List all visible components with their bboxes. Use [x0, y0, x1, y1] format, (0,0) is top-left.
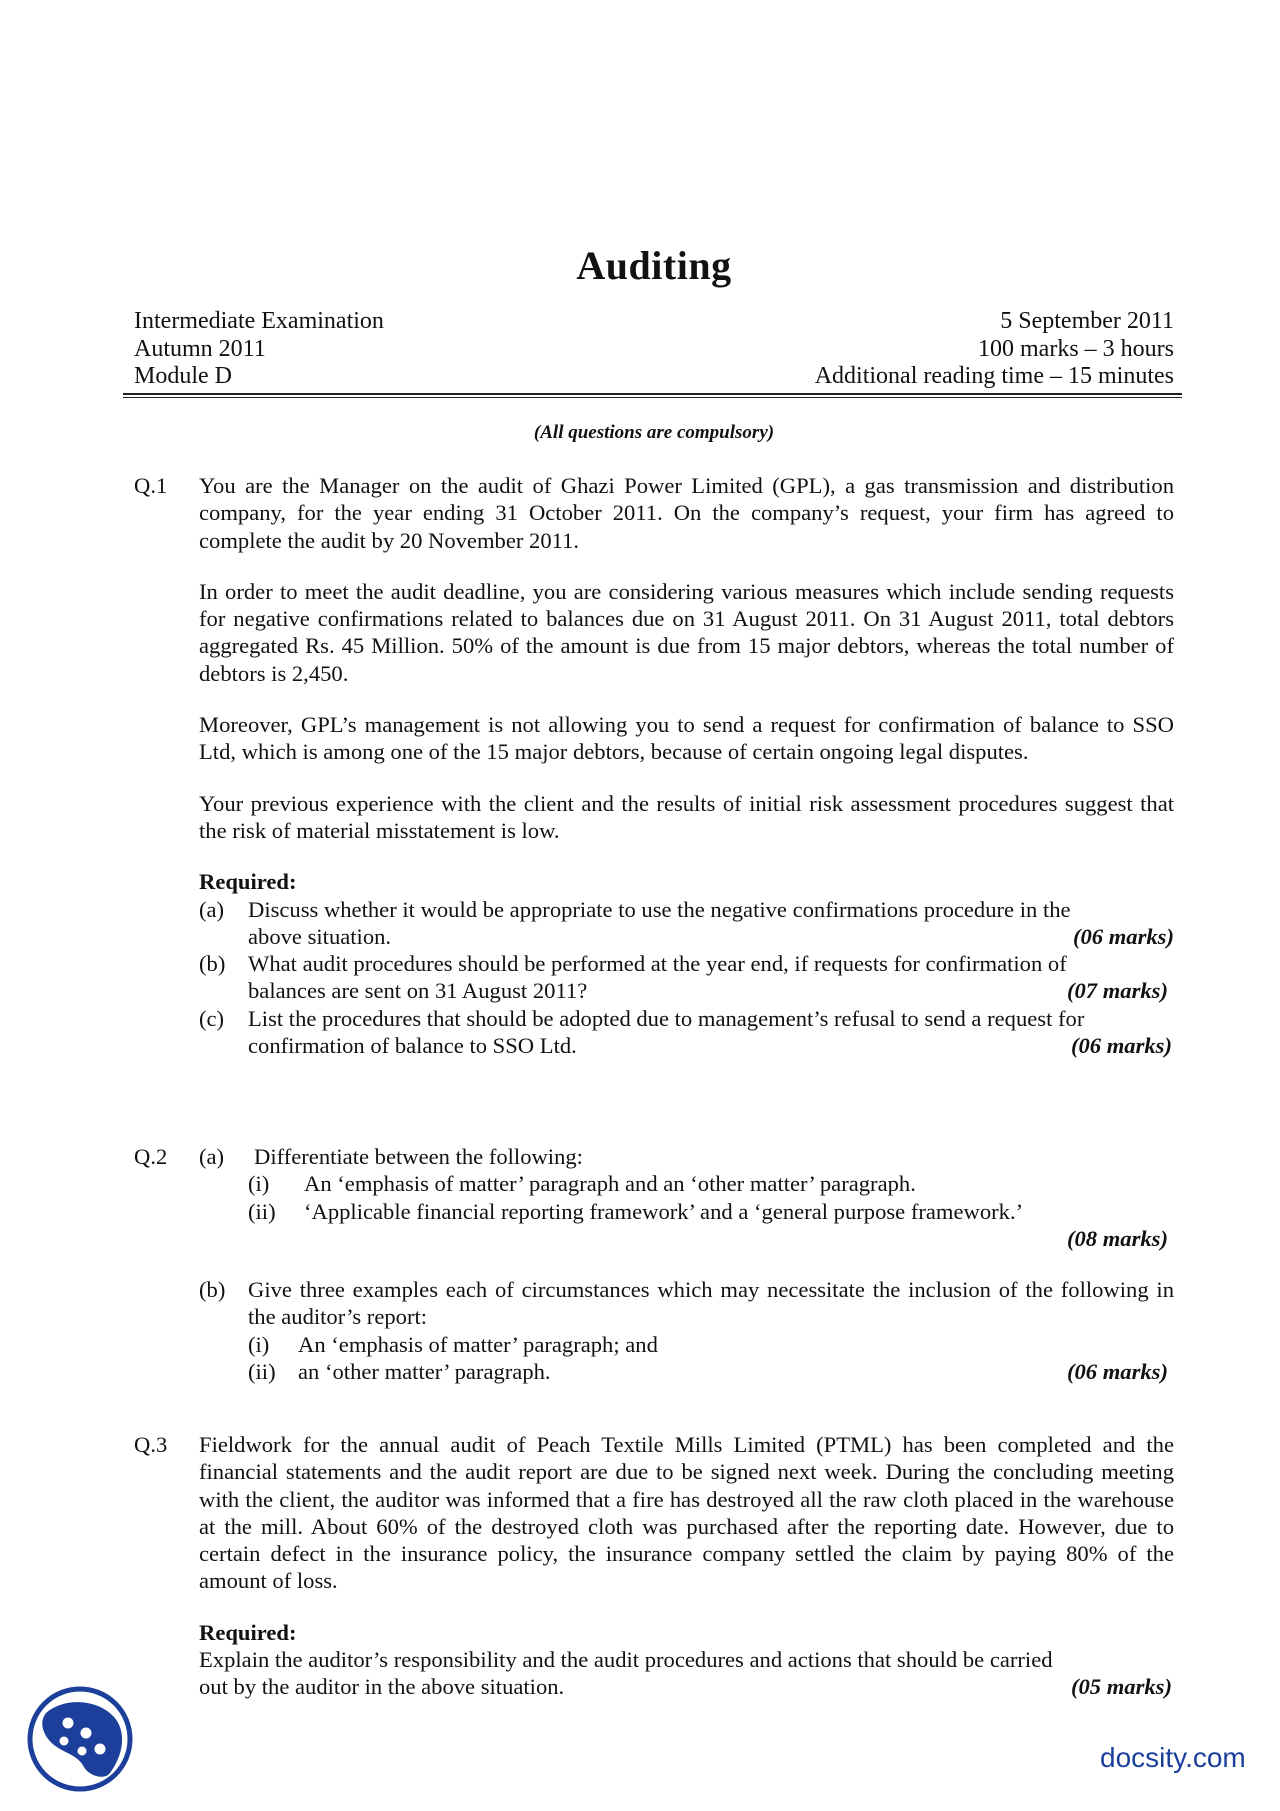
item-text: [248, 896, 1174, 951]
question-number: Q.2: [134, 1144, 168, 1169]
sub-item-text: An ‘emphasis of matter’ paragraph; and: [298, 1331, 658, 1357]
header-row: [134, 308, 1174, 336]
header-row: [134, 336, 1174, 364]
item-line: List the procedures that should be adopted due to management’s refusal to send a request for: [248, 1005, 1085, 1031]
compulsory-note: (All questions are compulsory): [533, 422, 775, 443]
question-body: [199, 1431, 1174, 1701]
question-body: [199, 472, 1174, 1059]
item-line: confirmation of balance to SSO Ltd.: [248, 1033, 577, 1059]
question-paragraph: In order to meet the audit deadline, you are considering various measures which include sending requests for negative confirmations related to balances due on 31 August 2011. On 31 August 2011, total debtors aggregated Rs. 45 Million. 50% of the amount is due from 15 major debtors, whereas the total number of debtors is 2,450.: [199, 578, 1174, 686]
question-body: [199, 1143, 1174, 1385]
item-label: (b): [199, 951, 226, 977]
question-paragraph: Your previous experience with the client and the results of initial risk assessment procedures suggest that the risk of material misstatement is low.: [199, 790, 1174, 843]
question-3: [134, 1431, 1174, 1701]
question-paragraph: You are the Manager on the audit of Ghazi Power Limited (GPL), a gas transmission and distribution company, for the year ending 31 October 2011. On the company’s request, your firm has agreed to complete the audit by 20 November 2011.: [199, 473, 1174, 553]
requirement-item: [199, 1005, 1174, 1060]
sub-item-text: an ‘other matter’ paragraph.: [298, 1359, 551, 1385]
marks-label: (06 marks): [1070, 1033, 1172, 1059]
sub-item-label: (i): [248, 1171, 270, 1197]
sub-item: [248, 1198, 1174, 1225]
exam-date: 5 September 2011: [1000, 308, 1174, 334]
item-line: Give three examples each of circumstances which may necessitate the inclusion of the following in the auditor’s report:: [248, 1277, 1174, 1330]
sub-item: [248, 1170, 1174, 1197]
exam-header: [134, 308, 1174, 391]
requirement-item: [199, 950, 1174, 1005]
requirement-item: [199, 896, 1174, 951]
exam-module: Module D: [134, 363, 232, 389]
item-line: What audit procedures should be performed at the year end, if requests for confirmation of: [248, 951, 1067, 977]
page-title: Auditing: [576, 243, 732, 288]
sub-item-label: (ii): [248, 1198, 276, 1224]
requirement-item: [199, 1143, 1174, 1170]
item-text: [248, 950, 1174, 1005]
marks-label: (05 marks): [1070, 1674, 1172, 1700]
required-heading: Required:: [199, 1619, 297, 1645]
reading-time: Additional reading time – 15 minutes: [814, 363, 1174, 389]
item-text: [248, 1005, 1174, 1060]
sub-item-text: An ‘emphasis of matter’ paragraph and an ‘other matter’ paragraph.: [304, 1171, 916, 1197]
item-label: (a): [199, 896, 225, 922]
requirement-text: Explain the auditor’s responsibility and the audit procedures and actions that should be carried: [199, 1647, 1053, 1673]
question-paragraph: Fieldwork for the annual audit of Peach Textile Mills Limited (PTML) has been completed and the financial statements and the audit report are due to be signed next week. During the concluding meeting with the client, the auditor was informed that a fire has destroyed all the raw cloth placed in the warehouse at the mill. About 60% of the destroyed cloth was purchased after the reporting date. However, due to certain defect in the insurance policy, the insurance company settled the claim by paying 80% of the amount of loss.: [199, 1432, 1174, 1594]
question-paragraph: Moreover, GPL’s management is not allowing you to send a request for confirmation of balance to SSO Ltd, which is among one of the 15 major debtors, because of certain ongoing legal disputes.: [199, 712, 1174, 765]
sub-item-label: (i): [248, 1331, 270, 1357]
marks-label: (07 marks): [1066, 978, 1168, 1004]
item-line: above situation.: [248, 923, 392, 949]
item-label: (b): [199, 1277, 226, 1303]
item-line: out by the auditor in the above situation.: [199, 1674, 565, 1700]
item-last-line: [199, 1673, 1174, 1700]
sub-item: [248, 1331, 1174, 1358]
docsity-brand-text[interactable]: docsity.com: [1100, 1742, 1246, 1773]
question-1: [134, 472, 1174, 1059]
item-last-line: [248, 1032, 1174, 1059]
item-line: balances are sent on 31 August 2011?: [248, 978, 588, 1004]
marks-label: (08 marks): [1066, 1225, 1168, 1251]
question-number: Q.1: [134, 473, 168, 498]
question-2: [134, 1143, 1174, 1385]
docsity-logo-icon: [24, 1683, 136, 1795]
requirement-item: [199, 1276, 1174, 1385]
item-text: [248, 1276, 1174, 1385]
item-line: Discuss whether it would be appropriate to use the negative confirmations procedure in the: [248, 896, 1071, 922]
item-last-line: [248, 923, 1174, 950]
header-divider: [123, 393, 1182, 398]
item-last-line: [248, 977, 1174, 1004]
item-text: Differentiate between the following:: [254, 1144, 583, 1169]
item-label: (c): [199, 1005, 225, 1031]
header-row: [134, 363, 1174, 391]
item-label: (a): [199, 1144, 225, 1169]
marks-label: (06 marks): [1072, 923, 1174, 949]
sub-item-text: ‘Applicable financial reporting framework’ and a ‘general purpose framework.’: [304, 1198, 1024, 1224]
exam-marks-duration: 100 marks – 3 hours: [978, 335, 1174, 362]
item-last-line: [248, 1358, 1174, 1385]
exam-session: Autumn 2011: [134, 335, 266, 362]
question-number: Q.3: [134, 1432, 168, 1457]
marks-row: [199, 1225, 1174, 1252]
sub-item-label: (ii): [248, 1359, 276, 1385]
exam-level: Intermediate Examination: [134, 308, 384, 334]
sub-item: [248, 1358, 551, 1385]
required-heading: Required:: [199, 869, 297, 895]
marks-label: (06 marks): [1066, 1359, 1168, 1385]
